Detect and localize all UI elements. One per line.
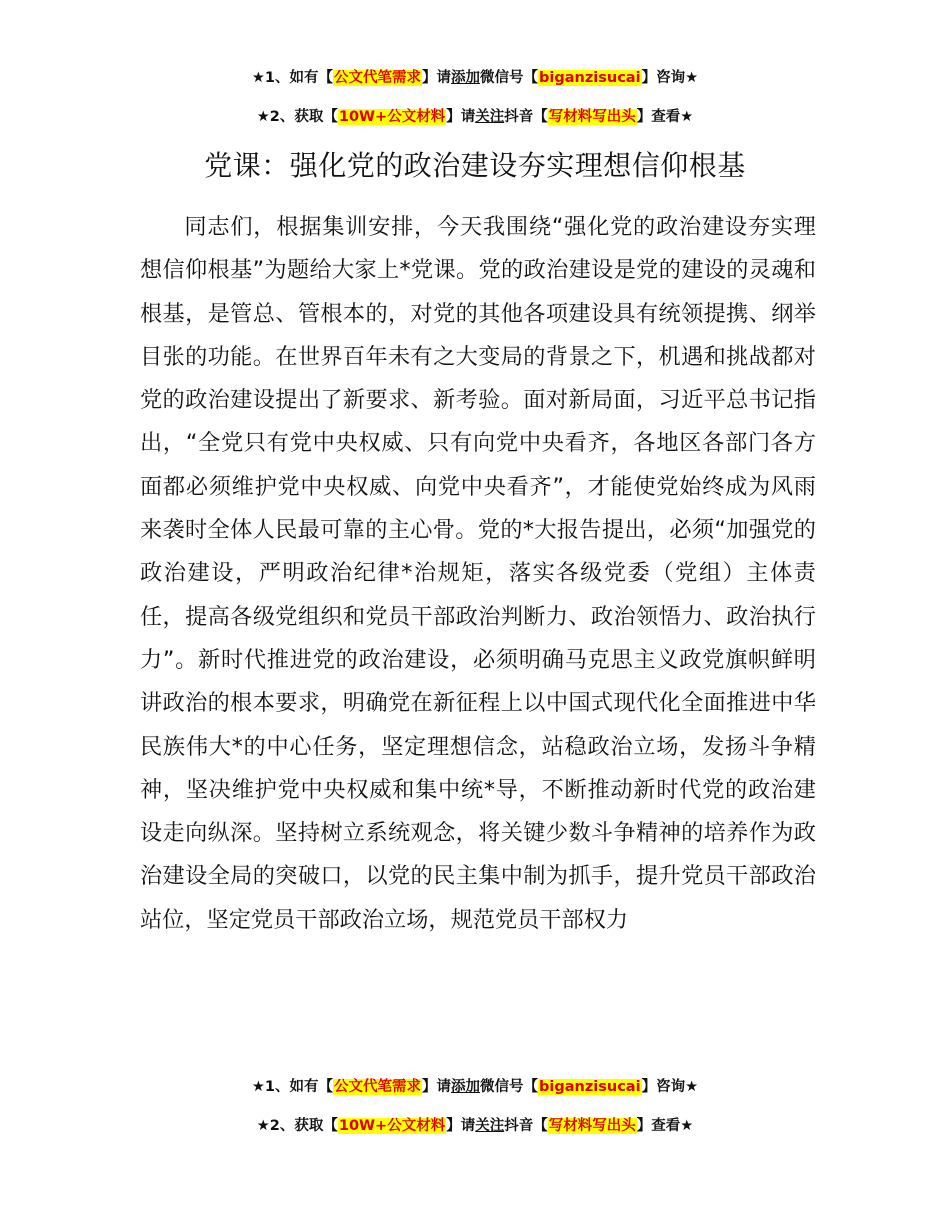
banner-text: 】咨询 [641, 70, 686, 86]
highlight-service: 公文代笔需求 [334, 70, 422, 86]
document-body-paragraph: 同志们，根据集训安排，今天我围绕“强化党的政治建设夯实理想信仰根基”为题给大家上*党课。党的政治建设是党的建设的灵魂和根基，是管总、管根本的，对党的其他各项建设具有统领提携、纲举目张的功能。在世界百年未有之大变局的背景之下，机遇和挑战都对党的政治建设提出了新要求、新考验。面对新局面，习近平总书记指出，“全党只有党中央权威、只有向党中央看齐，各地区各部门各方面都必须维护党中央权威、向党中央看齐”，才能使党始终成为风雨来袭时全体人民最可靠的主心骨。党的*大报告提出，必须“加强党的政治建设，严明政治纪律*治规矩，落实各级党委（党组）主体责任，提高各级党组织和党员干部政治判断力、政治领悟力、政治执行力”。新时代推进党的政治建设，必须明确马克思主义政党旗帜鲜明讲政治的根本要求，明确党在新征程上以中国式现代化全面推进中华民族伟大*的中心任务，坚定理想信念，站稳政治立场，发扬斗争精神，坚决维护党中央权威和集中统*导，不断推动新时代党的政治建设走向纵深。坚持树立系统观念，将关键少数斗争精神的培养作为政治建设全局的突破口，以党的民主集中制为抓手，提升党员干部政治站位，坚定党员干部政治立场，规范党员干部权力 [140, 214, 816, 933]
highlight-materials: 10W+公文材料 [338, 1118, 446, 1134]
banner-text: 】请 [422, 70, 452, 86]
banner-text: 抖音【 [504, 109, 548, 125]
footer-banner-line-1 [0, 1076, 950, 1098]
footer-banner-line-2 [0, 1115, 950, 1137]
highlight-materials: 10W+公文材料 [338, 109, 446, 125]
banner-text: 】请 [422, 1079, 452, 1095]
banner-text: 】请 [446, 109, 476, 125]
star-icon: ★ [256, 109, 270, 125]
document-title: 党课：强化党的政治建设夯实理想信仰根基 [204, 149, 746, 182]
banner-text: 】查看 [636, 109, 681, 125]
highlight-douyin: 写材料写出头 [548, 109, 636, 125]
banner-text: 微信号【 [480, 1079, 539, 1095]
star-icon: ★ [685, 1079, 699, 1095]
star-icon: ★ [256, 1118, 270, 1134]
banner-follow-text: 关注 [475, 1118, 505, 1134]
banner-text: 】请 [446, 1118, 476, 1134]
banner-follow-text: 关注 [475, 109, 505, 125]
banner-text: 抖音【 [504, 1118, 548, 1134]
banner-text: 2、获取【 [269, 109, 338, 125]
highlight-wechat-id: biganzisucai [539, 70, 641, 86]
star-icon: ★ [251, 70, 265, 86]
banner-add-text: 添加 [451, 1079, 481, 1095]
banner-text: 微信号【 [480, 70, 539, 86]
highlight-service: 公文代笔需求 [334, 1079, 422, 1095]
banner-text: 】查看 [636, 1118, 681, 1134]
star-icon: ★ [685, 70, 699, 86]
banner-text: 2、获取【 [269, 1118, 338, 1134]
banner-text: 】咨询 [641, 1079, 686, 1095]
header-banner-line-1 [0, 67, 950, 89]
highlight-douyin: 写材料写出头 [548, 1118, 636, 1134]
star-icon: ★ [251, 1079, 265, 1095]
banner-text: 1、如有【 [264, 70, 334, 86]
banner-add-text: 添加 [451, 70, 481, 86]
star-icon: ★ [680, 109, 694, 125]
star-icon: ★ [680, 1118, 694, 1134]
header-banner-line-2 [0, 106, 950, 128]
banner-text: 1、如有【 [264, 1079, 334, 1095]
highlight-wechat-id: biganzisucai [539, 1079, 641, 1095]
